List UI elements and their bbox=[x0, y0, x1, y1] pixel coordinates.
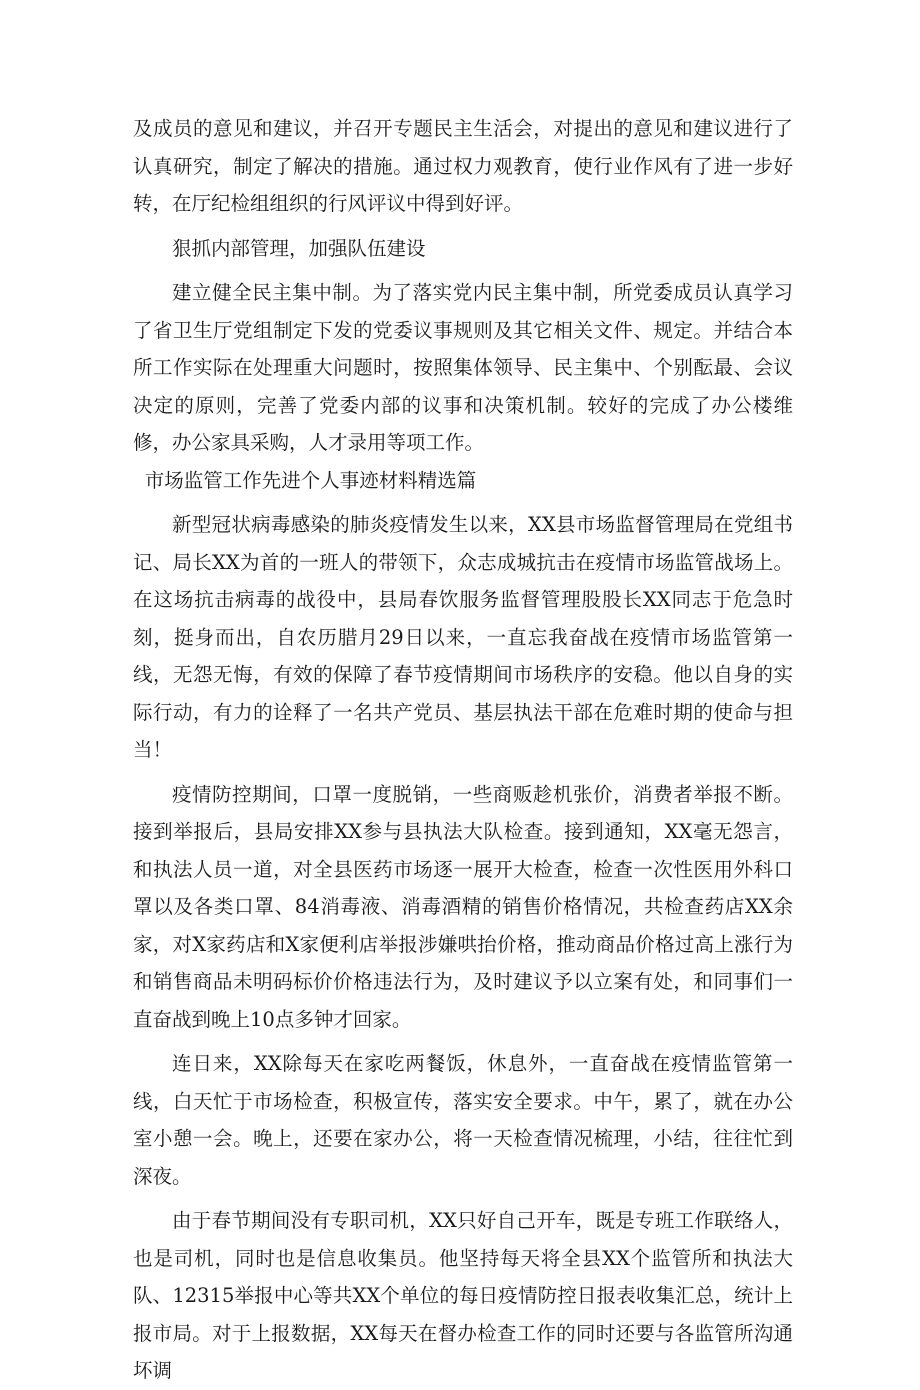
paragraph: 建立健全民主集中制。为了落实党内民主集中制，所党委成员认真学习了省卫生厅党组制定下发的党委议事规则及其它相关文件、规定。并结合本所工作实际在处理重大问题时，按照集体领导、民主集中、个别酝最、会议决定的原则，完善了党委内部的议事和决策机制。较好的完成了办公楼维修，办公家具采购，人才录用等项工作。 bbox=[133, 281, 793, 454]
paragraph: 新型冠状病毒感染的肺炎疫情发生以来，XX县市场监督管理局在党组书记、局长XX为首的一班人的带领下，众志成城抗击在疫情市场监管战场上。在这场抗击病毒的战役中，县局春饮服务监督管理股股长XX同志于危急时刻，挺身而出，自农历腊月29日以来，一直忘我奋战在疫情市场监管第一线，无怨无悔，有效的保障了春节疫情期间市场秩序的安稳。他以自身的实际行动，有力的诠释了一名共产党员、基层执法干部在危难时期的使命与担当！ bbox=[133, 513, 793, 761]
paragraph: 疫情防控期间，口罩一度脱销，一些商贩趁机张价，消费者举报不断。接到举报后，县局安排XX参与县执法大队检查。接到通知，XX毫无怨言，和执法人员一道，对全县医药市场逐一展开大检查，检查一次性医用外科口罩以及各类口罩、84消毒液、消毒酒精的销售价格情况，共检查药店XX余家，对X家药店和X家便利店举报涉嫌哄抬价格，推动商品价格过高上涨行为和销售商品未明码标价价格违法行为，及时建议予以立案有处，和同事们一直奋战到晚上10点多钟才回家。 bbox=[133, 782, 793, 1031]
article-title: 市场监管工作先进个人事迹材料精选篇 bbox=[144, 468, 477, 492]
paragraph: 连日来，XX除每天在家吃两餐饭，休息外，一直奋战在疫情监管第一线，白天忙于市场检查，积极宣传，落实安全要求。中午，累了，就在办公室小憩一会。晚上，还要在家办公，将一天检查情况梳理，小结，往往忙到深夜。 bbox=[133, 1052, 793, 1188]
document-body bbox=[133, 110, 793, 1390]
section-heading: 狠抓内部管理，加强队伍建设 bbox=[172, 236, 426, 260]
paragraph: 由于春节期间没有专职司机，XX只好自己开车，既是专班工作联络人，也是司机，同时也是信息收集员。他坚持每天将全县XX个监管所和执法大队、12315举报中心等共XX个单位的每日疫情防控日报表收集汇总，统计上报市局。对于上报数据，XX每天在督办检查工作的同时还要与各监管所沟通坏调 bbox=[133, 1209, 793, 1382]
paragraph-continuation: 及成员的意见和建议，并召开专题民主生活会，对提出的意见和建议进行了认真研究，制定了解决的措施。通过权力观教育，使行业作风有了进一步好转，在厅纪检组组织的行风评议中得到好评。 bbox=[133, 117, 793, 215]
